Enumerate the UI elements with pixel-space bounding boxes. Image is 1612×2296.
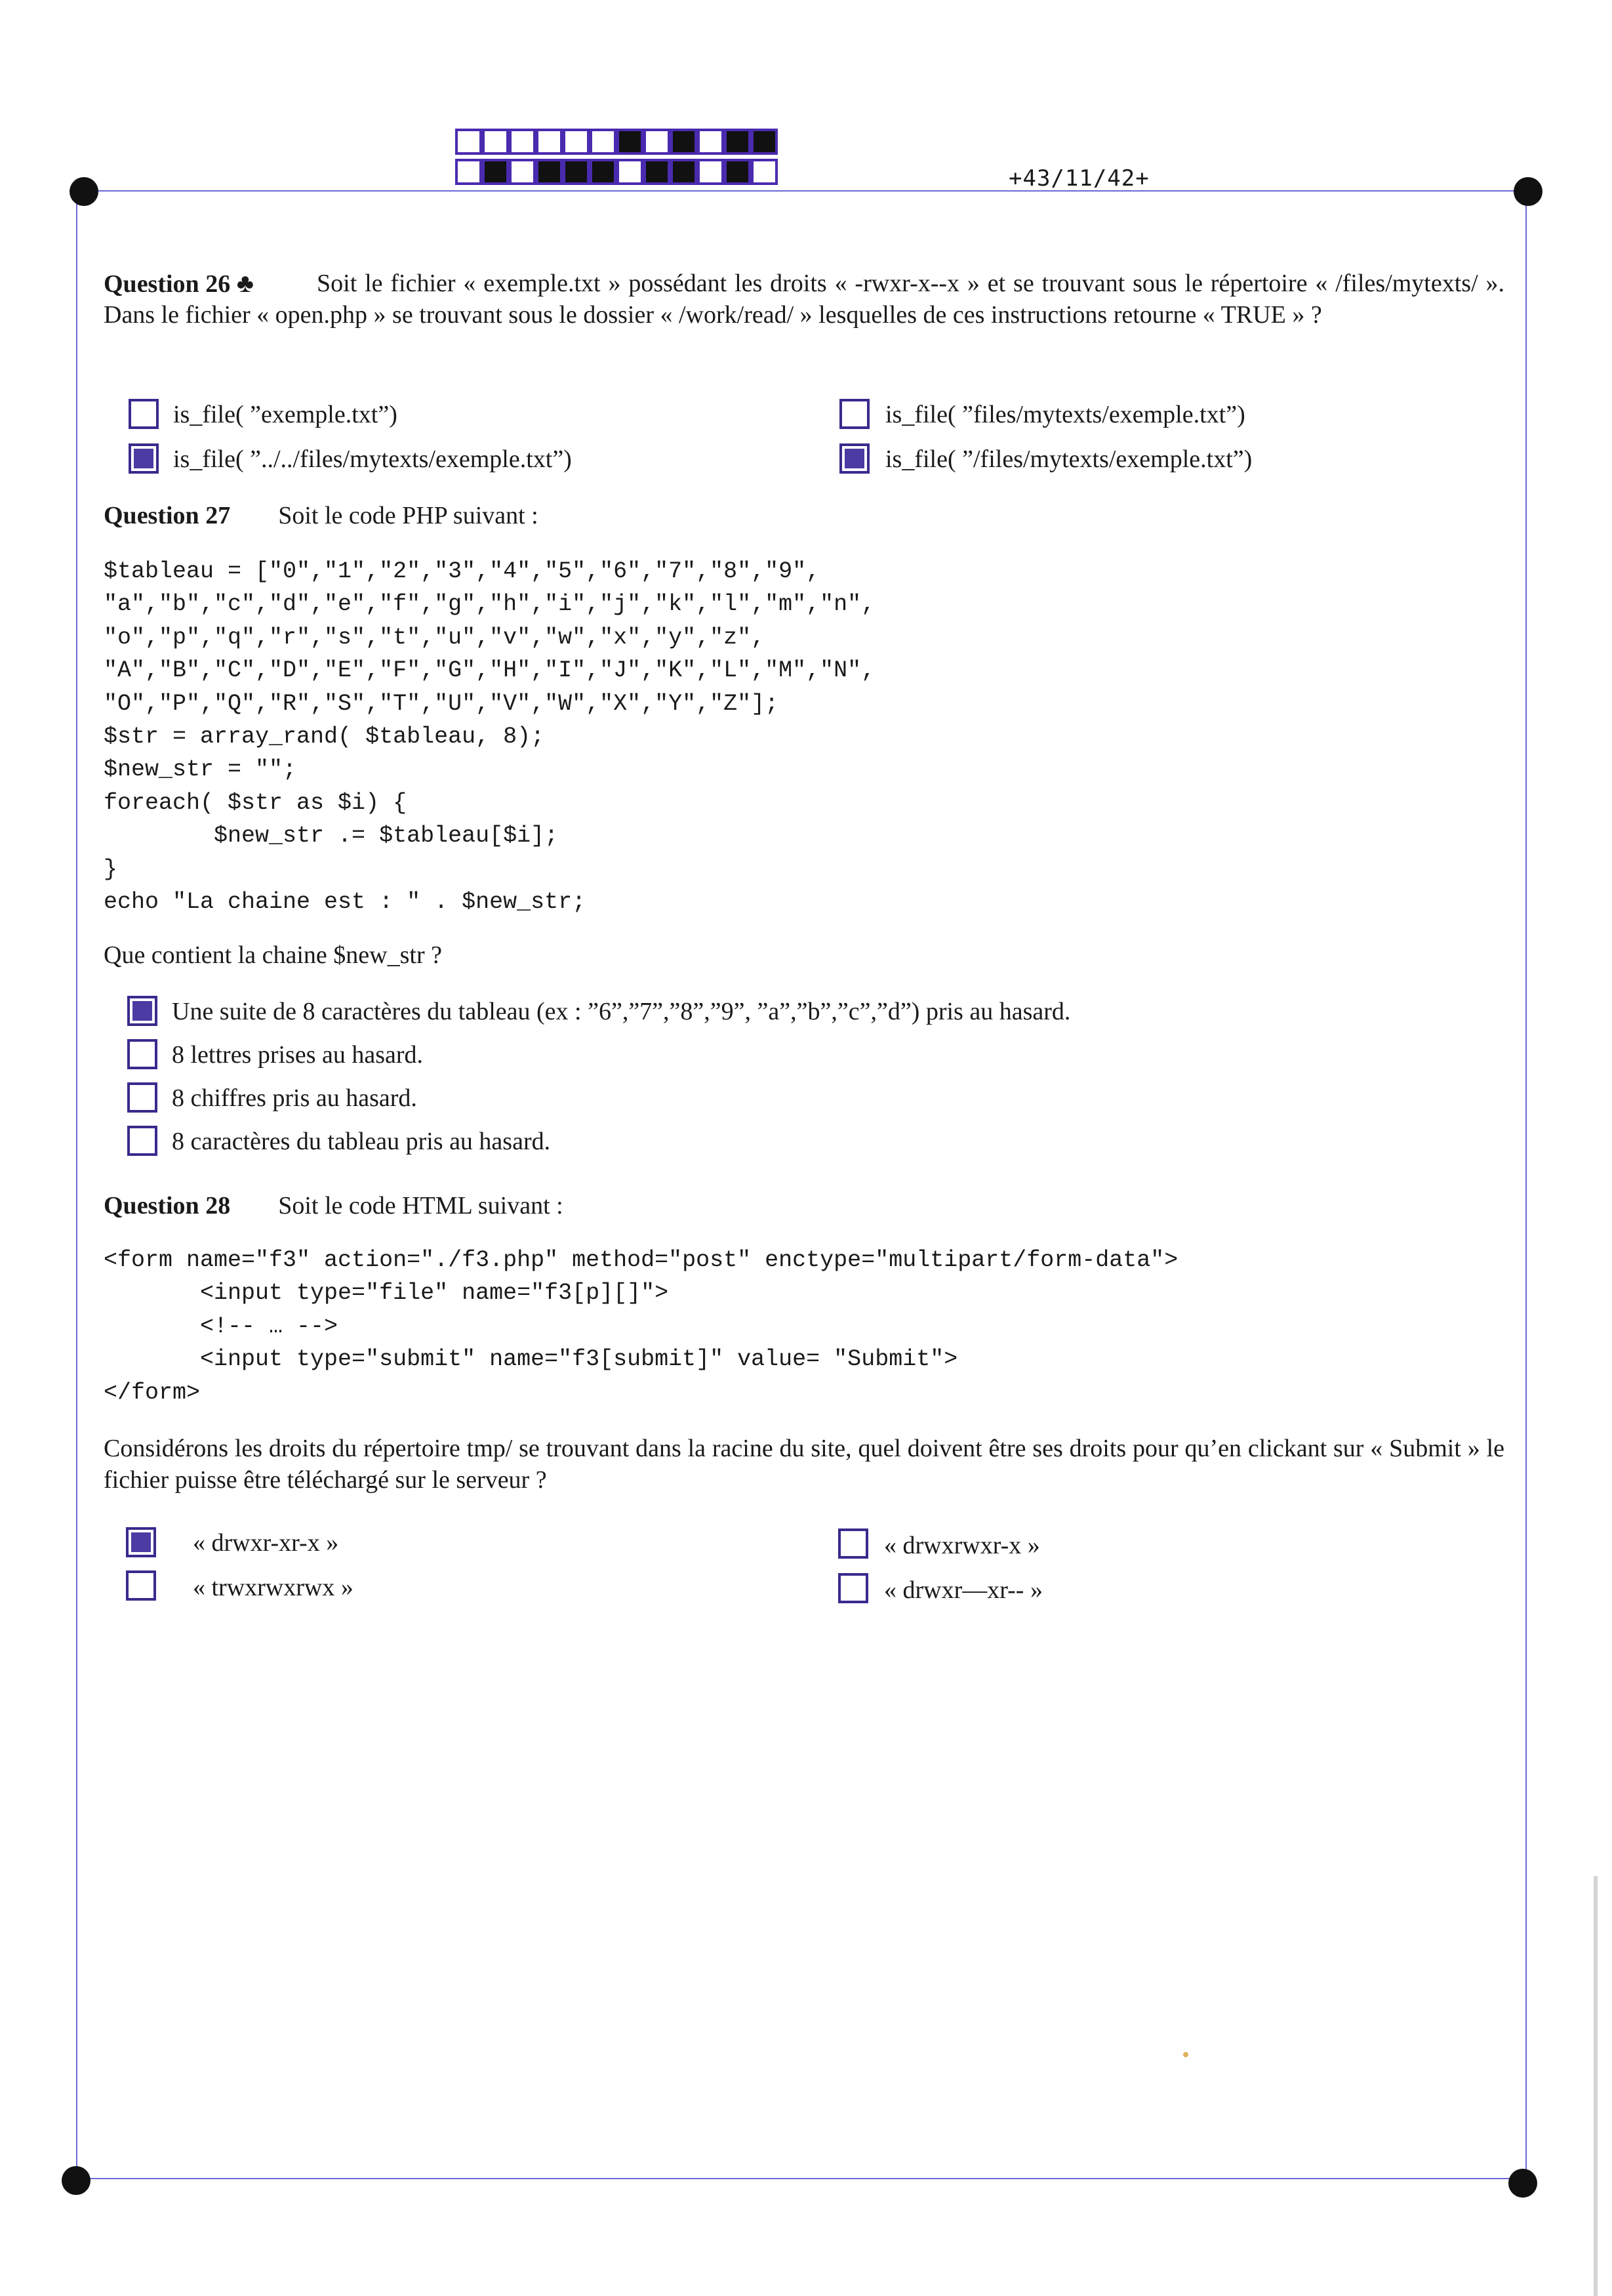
- frame-bottom-line: [76, 2178, 1525, 2179]
- q27-option-4: 8 caractères du tableau pris au hasard.: [172, 1128, 551, 1155]
- page-id: +43/11/42+: [1009, 165, 1150, 192]
- barcode-cell: [616, 129, 643, 155]
- page-edge-shadow: [1594, 1876, 1598, 2296]
- frame-left-line: [76, 190, 77, 2179]
- corner-mark-bottom-right: [1508, 2169, 1537, 2198]
- q28-option-4: « drwxr—xr-- »: [884, 1576, 1043, 1604]
- barcode-cell: [536, 129, 563, 155]
- q27-title: Question 27: [104, 502, 231, 529]
- q26-checkbox-4[interactable]: [839, 443, 870, 474]
- barcode-cell: [724, 159, 751, 185]
- frame-top-line: [76, 190, 1529, 192]
- barcode-cell: [643, 159, 670, 185]
- q28-checkbox-1[interactable]: [126, 1527, 156, 1557]
- scan-speck: [1183, 2052, 1188, 2057]
- barcode-cell: [536, 159, 563, 185]
- q26-checkbox-1[interactable]: [129, 399, 159, 429]
- q28-checkbox-3[interactable]: [126, 1570, 156, 1601]
- barcode-cell: [509, 129, 536, 155]
- q26-checkbox-3[interactable]: [129, 443, 159, 474]
- barcode-cell: [751, 159, 778, 185]
- q26-option-1: is_file( ”exemple.txt”): [173, 401, 397, 428]
- barcode-cell: [509, 159, 536, 185]
- q27-question: Que contient la chaine $new_str ?: [104, 941, 442, 969]
- q26-option-2: is_file( ”files/mytexts/exemple.txt”): [885, 401, 1245, 428]
- barcode-cell: [590, 129, 616, 155]
- q26-option-3: is_file( ”../../files/mytexts/exemple.txt”): [173, 445, 572, 473]
- barcode-cell: [590, 159, 616, 185]
- barcode-cell: [616, 159, 643, 185]
- q28-header: [104, 1190, 563, 1221]
- barcode-cell: [482, 129, 509, 155]
- barcode-cell: [455, 129, 482, 155]
- q27-php-code: $tableau = ["0","1","2","3","4","5","6","7","8","9", "a","b","c","d","e","f","g","h","i","j","k","l","m","n", "o","p","q","r","s","t","u","v","w","x","y","z", "A","B","C","D","E","F","G","H","I","J","K","L","M","N", "O","P","Q","R","S","T","U","V","W","X","Y","Z"]; $str = array_rand( $tableau, 8); $new_str = ""; foreach( $str as $i) { $new_str .= $tableau[$i]; } echo "La chaine est : " . $new_str;: [104, 558, 876, 916]
- q26-question-text: Soit le fichier « exemple.txt » possédant les droits « -rwxr-x--x » et se trouvant sous le répertoire « /files/mytexts/ ». Dans le fichier « open.php » se trouvant sous le dossier « /work/read/ » lesquelles de ces instructions retourne « TRUE » ?: [104, 270, 1504, 329]
- barcode-row: [455, 159, 778, 185]
- corner-mark-top-right: [1514, 177, 1542, 206]
- q27-option-2: 8 lettres prises au hasard.: [172, 1041, 424, 1069]
- barcode-cell: [697, 159, 724, 185]
- q28-intro: Soit le code HTML suivant :: [278, 1192, 563, 1220]
- q28-option-2: « drwxrwxr-x »: [884, 1532, 1040, 1559]
- q27-checkbox-4[interactable]: [127, 1126, 157, 1156]
- barcode-cell: [482, 159, 509, 185]
- q28-question: Considérons les droits du répertoire tmp/ se trouvant dans la racine du site, quel doivent être ses droits pour qu’en clickant sur « Submit » le fichier puisse être téléchargé sur le serveur ?: [104, 1435, 1504, 1494]
- q28-title: Question 28: [104, 1192, 231, 1220]
- q26-text: [104, 268, 1504, 331]
- q27-option-1: Une suite de 8 caractères du tableau (ex : ”6”,”7”,”8”,”9”, ”a”,”b”,”c”,”d”) pris au hasard.: [172, 998, 1071, 1025]
- q28-checkbox-4[interactable]: [838, 1573, 868, 1603]
- q28-option-3: « trwxrwxrwx »: [193, 1574, 353, 1601]
- q28-checkbox-2[interactable]: [838, 1528, 868, 1559]
- barcode-cell: [724, 129, 751, 155]
- barcode-cell: [670, 129, 697, 155]
- barcode-cell: [670, 159, 697, 185]
- q26-option-4: is_file( ”/files/mytexts/exemple.txt”): [885, 445, 1253, 473]
- barcode: [455, 129, 778, 189]
- q27-checkbox-3[interactable]: [127, 1082, 157, 1113]
- corner-mark-top-left: [70, 177, 98, 206]
- club-icon: ♣: [236, 268, 254, 298]
- q27-intro: Soit le code PHP suivant :: [278, 502, 538, 529]
- barcode-cell: [697, 129, 724, 155]
- barcode-row: [455, 129, 778, 155]
- barcode-cell: [563, 159, 590, 185]
- barcode-cell: [751, 129, 778, 155]
- frame-right-line: [1525, 190, 1527, 2179]
- q26-checkbox-2[interactable]: [839, 399, 870, 429]
- q28-option-1: « drwxr-xr-x »: [193, 1529, 339, 1557]
- corner-mark-bottom-left: [62, 2166, 91, 2195]
- q27-checkbox-2[interactable]: [127, 1039, 157, 1069]
- q27-header: [104, 500, 538, 531]
- barcode-cell: [455, 159, 482, 185]
- barcode-cell: [563, 129, 590, 155]
- q26-title: Question 26: [104, 270, 231, 298]
- q28-html-code: <form name="f3" action="./f3.php" method="post" enctype="multipart/form-data"> <input type="file" name="f3[p][]"> <!-- … --> <input type="submit" name="f3[submit]" value= "Submit"> </form>: [104, 1247, 1179, 1406]
- q27-checkbox-1[interactable]: [127, 996, 157, 1026]
- q27-option-3: 8 chiffres pris au hasard.: [172, 1084, 417, 1112]
- barcode-cell: [643, 129, 670, 155]
